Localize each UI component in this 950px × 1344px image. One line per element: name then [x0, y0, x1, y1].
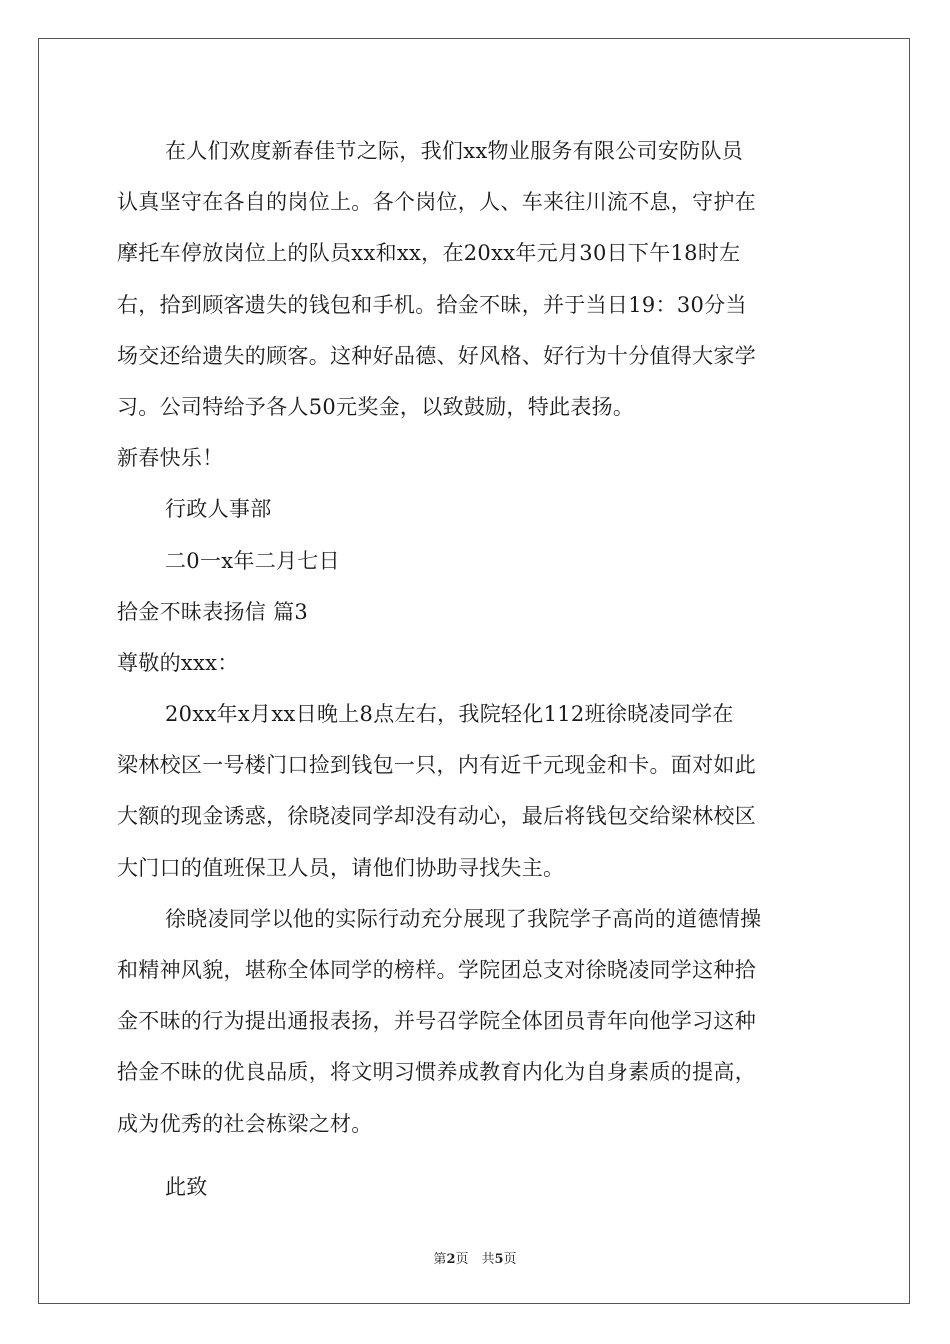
paragraph-line: 徐晓凌同学以他的实际行动充分展现了我院学子高尚的道德情操 [165, 906, 762, 931]
footer-total-pages: 5 [494, 1252, 504, 1267]
signature-department: 行政人事部 [165, 497, 272, 522]
paragraph-line: 和精神风貌，堪称全体同学的榜样。学院团总支对徐晓凌同学这种拾 [117, 958, 756, 982]
paragraph-line: 成为优秀的社会栋梁之材。 [117, 1111, 373, 1136]
closing-line: 此致 [165, 1174, 208, 1199]
footer-mid: 页 共 [455, 1252, 495, 1267]
greeting-line: 新春快乐！ [117, 446, 224, 471]
footer-prefix: 第 [433, 1252, 447, 1267]
paragraph-line: 在人们欢度新春佳节之际，我们xx物业服务有限公司安防队员 [165, 139, 744, 163]
paragraph-line: 场交还给遗失的顾客。这种好品德、好风格、好行为十分值得大家学 [117, 343, 756, 368]
paragraph-line: 摩托车停放岗位上的队员xx和xx，在20xx年元月30日下午18时左 [117, 241, 741, 266]
paragraph-line: 金不昧的行为提出通报表扬，并号召学院全体团员青年向他学习这种 [117, 1009, 756, 1034]
page-footer [0, 1248, 950, 1267]
footer-current-page: 2 [446, 1252, 456, 1267]
paragraph-line: 右，拾到顾客遗失的钱包和手机。拾金不昧，并于当日19：30分当 [117, 292, 747, 317]
footer-suffix: 页 [503, 1252, 517, 1267]
paragraph-line: 20xx年x月xx日晚上8点左右，我院轻化112班徐晓凌同学在 [165, 702, 734, 727]
signature-date: 二0一x年二月七日 [165, 548, 340, 573]
document-body [117, 126, 837, 1213]
paragraph-line: 拾金不昧的优良品质，将文明习惯养成教育内化为自身素质的提高， [117, 1060, 756, 1085]
paragraph-line: 大门口的值班保卫人员，请他们协助寻找失主。 [117, 855, 565, 880]
paragraph-line: 认真坚守在各自的岗位上。各个岗位，人、车来往川流不息，守护在 [117, 190, 756, 215]
salutation: 尊敬的xxx： [117, 650, 239, 675]
paragraph-line: 梁林校区一号楼门口捡到钱包一只，内有近千元现金和卡。面对如此 [117, 753, 756, 778]
section-heading: 拾金不昧表扬信 篇3 [117, 599, 309, 624]
paragraph-line: 习。公司特给予各人50元奖金，以致鼓励，特此表扬。 [117, 394, 635, 419]
paragraph-line: 大额的现金诱惑，徐晓凌同学却没有动心，最后将钱包交给梁林校区 [117, 804, 756, 829]
